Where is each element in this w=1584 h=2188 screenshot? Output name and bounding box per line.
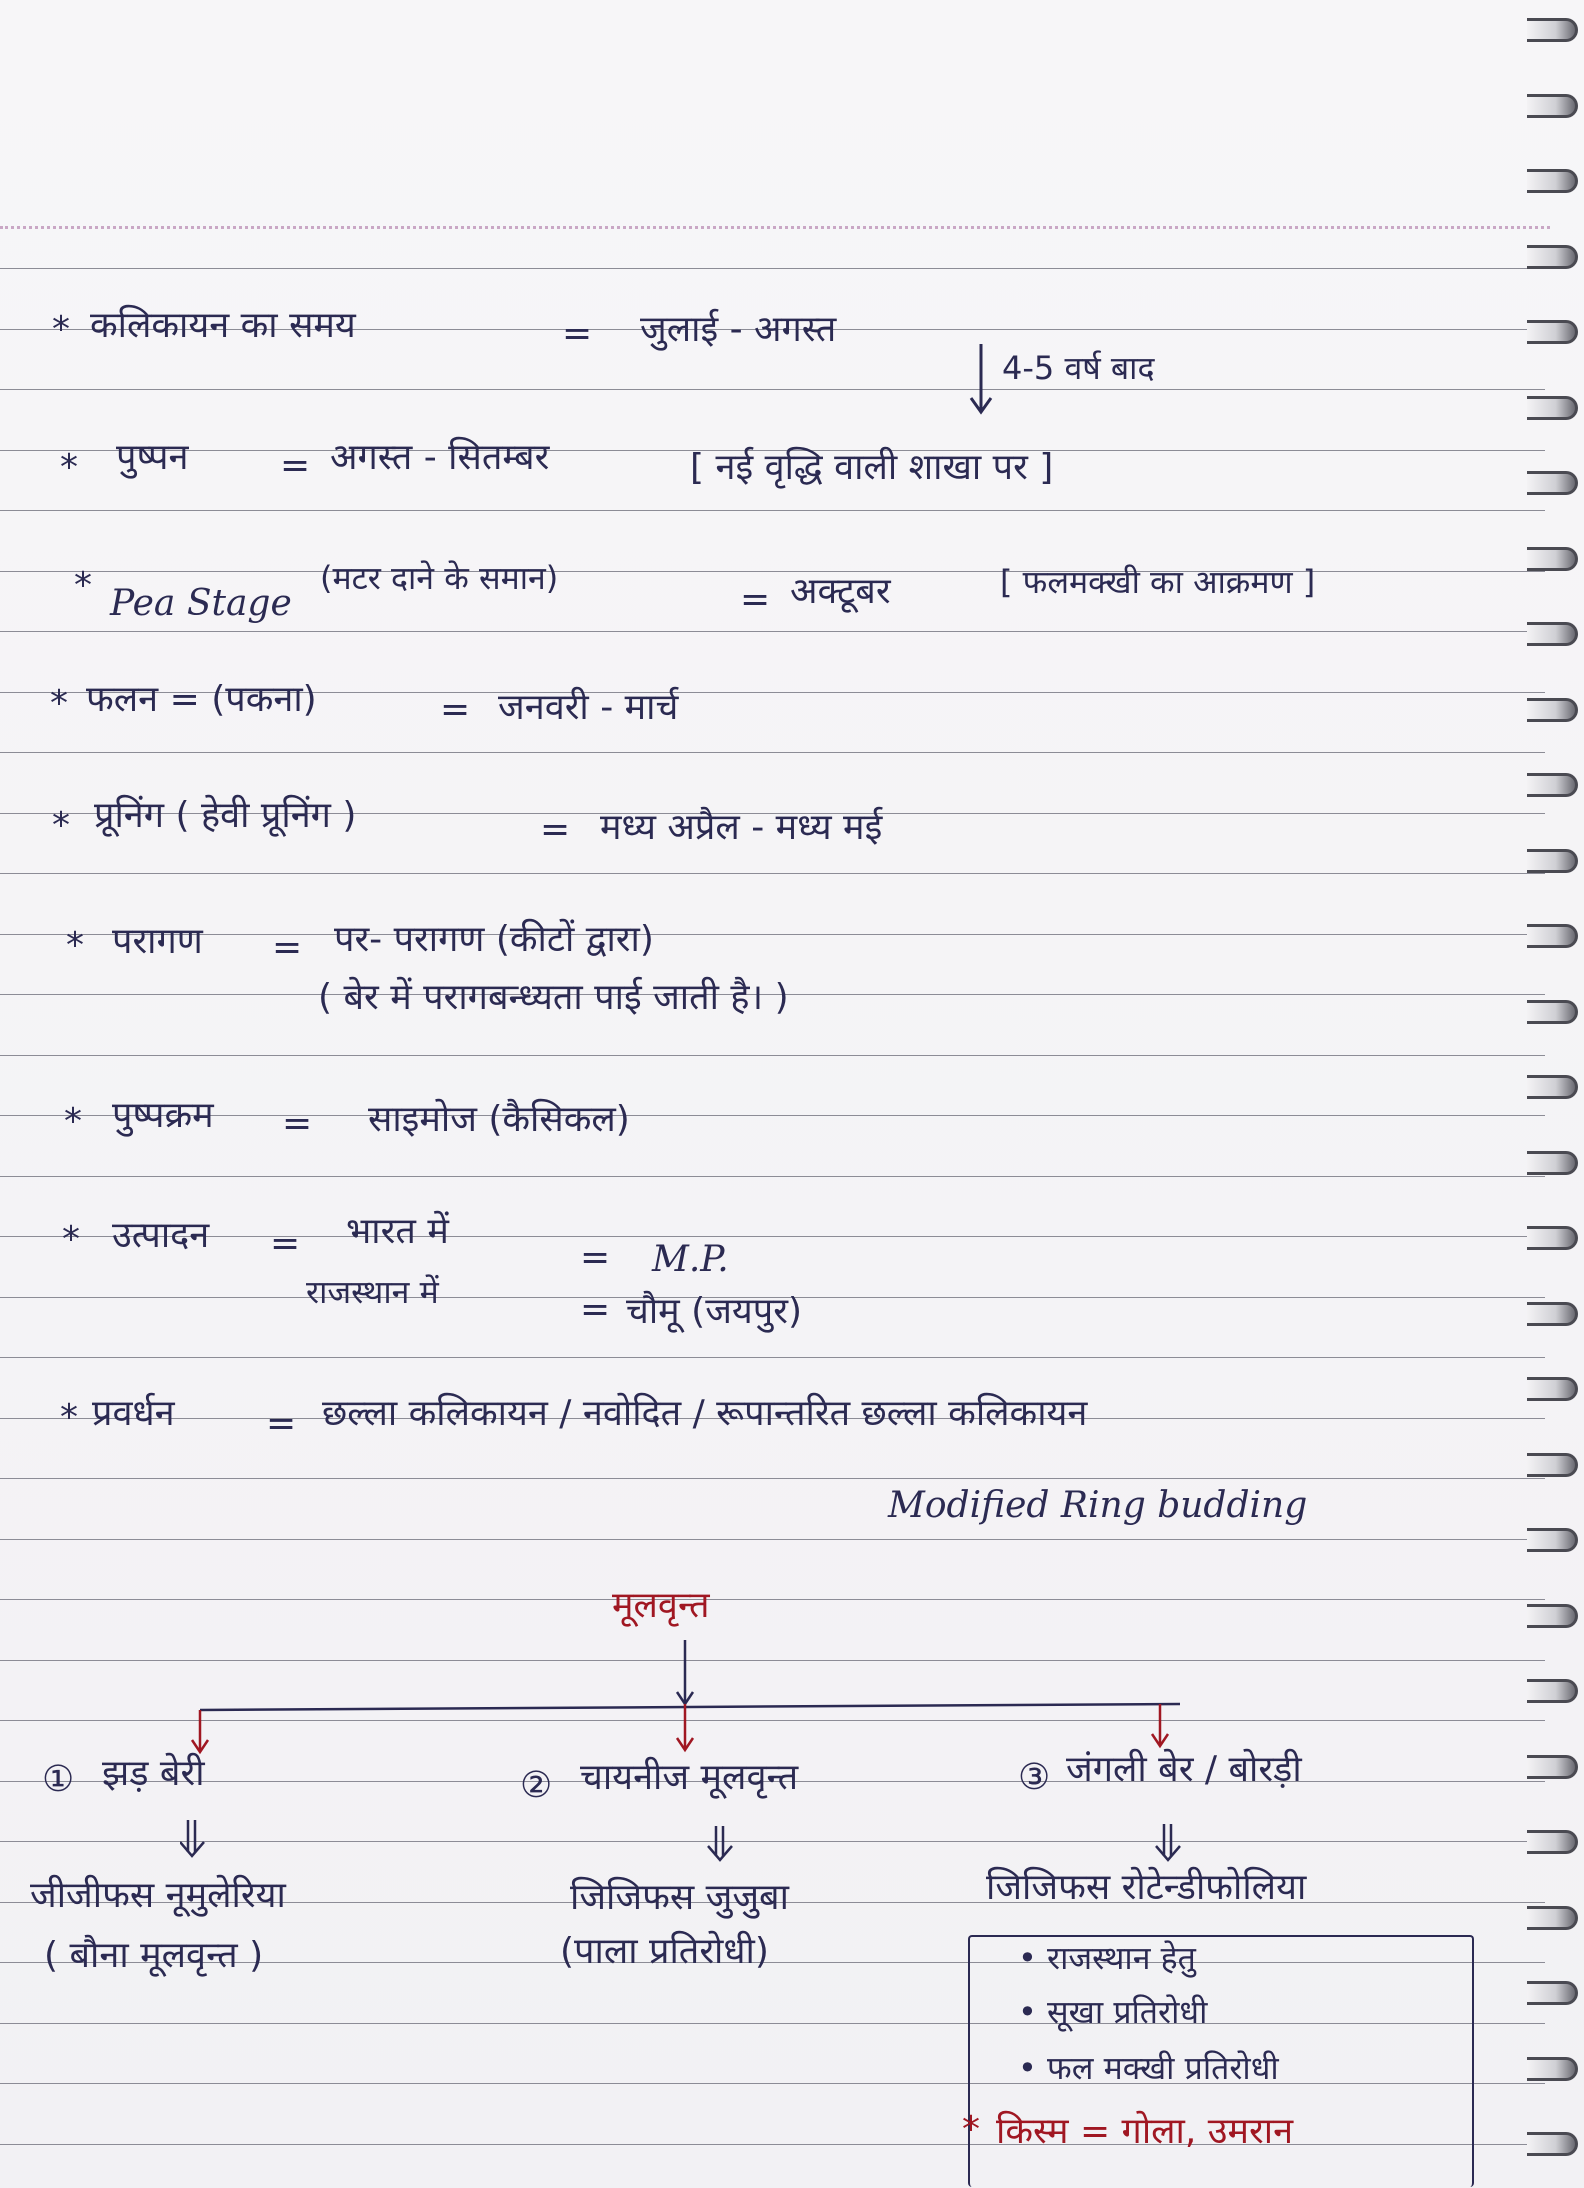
line8-india-eq: = <box>580 1237 611 1278</box>
line7-label: पुष्पक्रम <box>112 1095 214 1136</box>
spiral-ring <box>1527 396 1578 420</box>
ruled-line <box>0 1115 1545 1116</box>
line3-bullet: * <box>74 565 92 606</box>
rootstock2-sci: जिजिफस जुजुबा <box>570 1877 789 1918</box>
ruled-line <box>0 934 1545 935</box>
spiral-ring <box>1527 1981 1578 2005</box>
line3-paren: (मटर दाने के समान) <box>320 559 559 597</box>
line8-bullet: * <box>62 1219 80 1260</box>
spiral-ring <box>1527 2132 1578 2156</box>
line6-value: पर- परागण (कीटों द्वारा) <box>334 919 654 960</box>
ruled-line <box>0 389 1545 390</box>
spiral-ring <box>1527 245 1578 269</box>
rootstock2-name: चायनीज मूलवृन्त <box>580 1757 799 1798</box>
line5-value: मध्य अप्रैल - मध्य मई <box>600 807 883 848</box>
rootstock1-name: झड़ बेरी <box>102 1753 205 1794</box>
down-arrow-icon <box>968 340 998 420</box>
rootstock1-note: ( बौना मूलवृन्त ) <box>44 1935 264 1976</box>
spiral-ring <box>1527 849 1578 873</box>
ruled-line <box>0 510 1545 511</box>
top-margin-line <box>0 226 1550 229</box>
line8-raj-value: चौमू (जयपुर) <box>626 1291 803 1332</box>
line7-value: साइमोज (कैसिकल) <box>368 1099 630 1140</box>
line9-english: Modified Ring budding <box>888 1485 1308 1526</box>
line8-india-value: M.P. <box>652 1239 729 1280</box>
spiral-ring <box>1527 1000 1578 1024</box>
spiral-ring <box>1527 773 1578 797</box>
ruled-line <box>0 1599 1545 1600</box>
spiral-ring <box>1527 622 1578 646</box>
spiral-ring <box>1527 1679 1578 1703</box>
ruled-line <box>0 1176 1545 1177</box>
line2-eq: = <box>280 445 311 486</box>
ruled-line <box>0 631 1545 632</box>
line9-label: प्रवर्धन <box>92 1393 175 1434</box>
rootstock3-variety-mark: * <box>962 2109 980 2150</box>
line8-label: उत्पादन <box>112 1215 210 1256</box>
ruled-line <box>0 1055 1545 1056</box>
ruled-line <box>0 1357 1545 1358</box>
line1-value: जुलाई - अगस्त <box>640 309 837 350</box>
line4-eq: = <box>440 689 471 730</box>
line8-raj-label: राजस्थान में <box>306 1273 439 1311</box>
ruled-line <box>0 1478 1545 1479</box>
line2-value: अगस्त - सितम्बर <box>330 437 550 478</box>
spiral-ring <box>1527 320 1578 344</box>
spiral-ring <box>1527 547 1578 571</box>
line4-value: जनवरी - मार्च <box>498 687 679 728</box>
spiral-ring <box>1527 471 1578 495</box>
spiral-ring <box>1527 1302 1578 1326</box>
line9-value: छल्ला कलिकायन / नवोदित / रूपान्तरित छल्ला कलिकायन <box>322 1393 1088 1434</box>
spiral-ring <box>1527 94 1578 118</box>
line2-bracket-note: [ नई वृद्धि वाली शाखा पर ] <box>690 447 1054 488</box>
line3-value: अक्टूबर <box>790 571 891 612</box>
line6-label: परागण <box>112 921 203 962</box>
line4-bullet: * <box>50 683 68 724</box>
line5-label: प्रूनिंग ( हेवी प्रूनिंग ) <box>94 795 357 836</box>
spiral-ring <box>1527 1830 1578 1854</box>
line3-label: Pea Stage <box>110 583 292 624</box>
spiral-ring <box>1527 1377 1578 1401</box>
spiral-ring <box>1527 1453 1578 1477</box>
line7-bullet: * <box>64 1101 82 1142</box>
line9-eq: = <box>266 1403 297 1444</box>
line5-bullet: * <box>52 805 70 846</box>
line1-label: कलिकायन का समय <box>90 305 356 346</box>
spiral-ring <box>1527 2057 1578 2081</box>
rootstock2-number: ② <box>520 1765 553 1806</box>
rootstock3-name: जंगली बेर / बोरड़ी <box>1066 1749 1302 1790</box>
rootstock1-number: ① <box>42 1759 75 1800</box>
ruled-line <box>0 268 1545 269</box>
spiral-ring <box>1527 169 1578 193</box>
spiral-ring <box>1527 1226 1578 1250</box>
rootstock-heading: मूलवृन्त <box>612 1585 710 1626</box>
rootstock2-note: (पाला प्रतिरोधी) <box>560 1931 769 1972</box>
rootstock3-variety: किस्म = गोला, उमरान <box>996 2111 1294 2152</box>
line1-side-note: 4-5 वर्ष बाद <box>1002 349 1155 387</box>
ruled-line <box>0 873 1545 874</box>
spiral-ring <box>1527 1075 1578 1099</box>
ruled-line <box>0 752 1545 753</box>
line6-eq: = <box>272 927 303 968</box>
spiral-ring <box>1527 1528 1578 1552</box>
spiral-ring <box>1527 18 1578 42</box>
line8-india-label: भारत में <box>346 1211 449 1252</box>
rootstock1-sci: जीजीफस नूमुलेरिया <box>30 1875 286 1916</box>
line1-bullet: * <box>52 309 70 350</box>
line4-label: फलन = (पकना) <box>86 679 317 720</box>
spiral-ring <box>1527 924 1578 948</box>
spiral-ring <box>1527 1755 1578 1779</box>
line3-bracket-note: [ फलमक्खी का आक्रमण ] <box>1000 563 1316 601</box>
line7-eq: = <box>282 1103 313 1144</box>
spiral-ring <box>1527 1151 1578 1175</box>
line2-bullet: * <box>60 447 78 488</box>
line3-eq: = <box>740 579 771 620</box>
rootstock3-number: ③ <box>1018 1757 1051 1798</box>
line5-eq: = <box>540 809 571 850</box>
line1-eq: = <box>562 313 593 354</box>
rootstock3-sci: जिजिफस रोटेन्डीफोलिया <box>986 1867 1307 1908</box>
line2-label: पुष्पन <box>116 437 189 478</box>
line9-bullet: * <box>60 1397 78 1438</box>
spiral-ring <box>1527 698 1578 722</box>
line8-raj-eq: = <box>580 1289 611 1330</box>
spiral-ring <box>1527 1604 1578 1628</box>
rootstock3-point-1: • राजस्थान हेतु <box>1018 1939 1196 1977</box>
spiral-ring <box>1527 1906 1578 1930</box>
line6-bullet: * <box>66 925 84 966</box>
rootstock3-point-3: • फल मक्खी प्रतिरोधी <box>1018 2049 1279 2087</box>
line6-sub: ( बेर में परागबन्ध्यता पाई जाती है। ) <box>318 977 789 1018</box>
ruled-line <box>0 1236 1545 1237</box>
ruled-line <box>0 1539 1545 1540</box>
line8-eq: = <box>270 1223 301 1264</box>
rootstock3-point-2: • सूखा प्रतिरोधी <box>1018 1993 1208 2031</box>
